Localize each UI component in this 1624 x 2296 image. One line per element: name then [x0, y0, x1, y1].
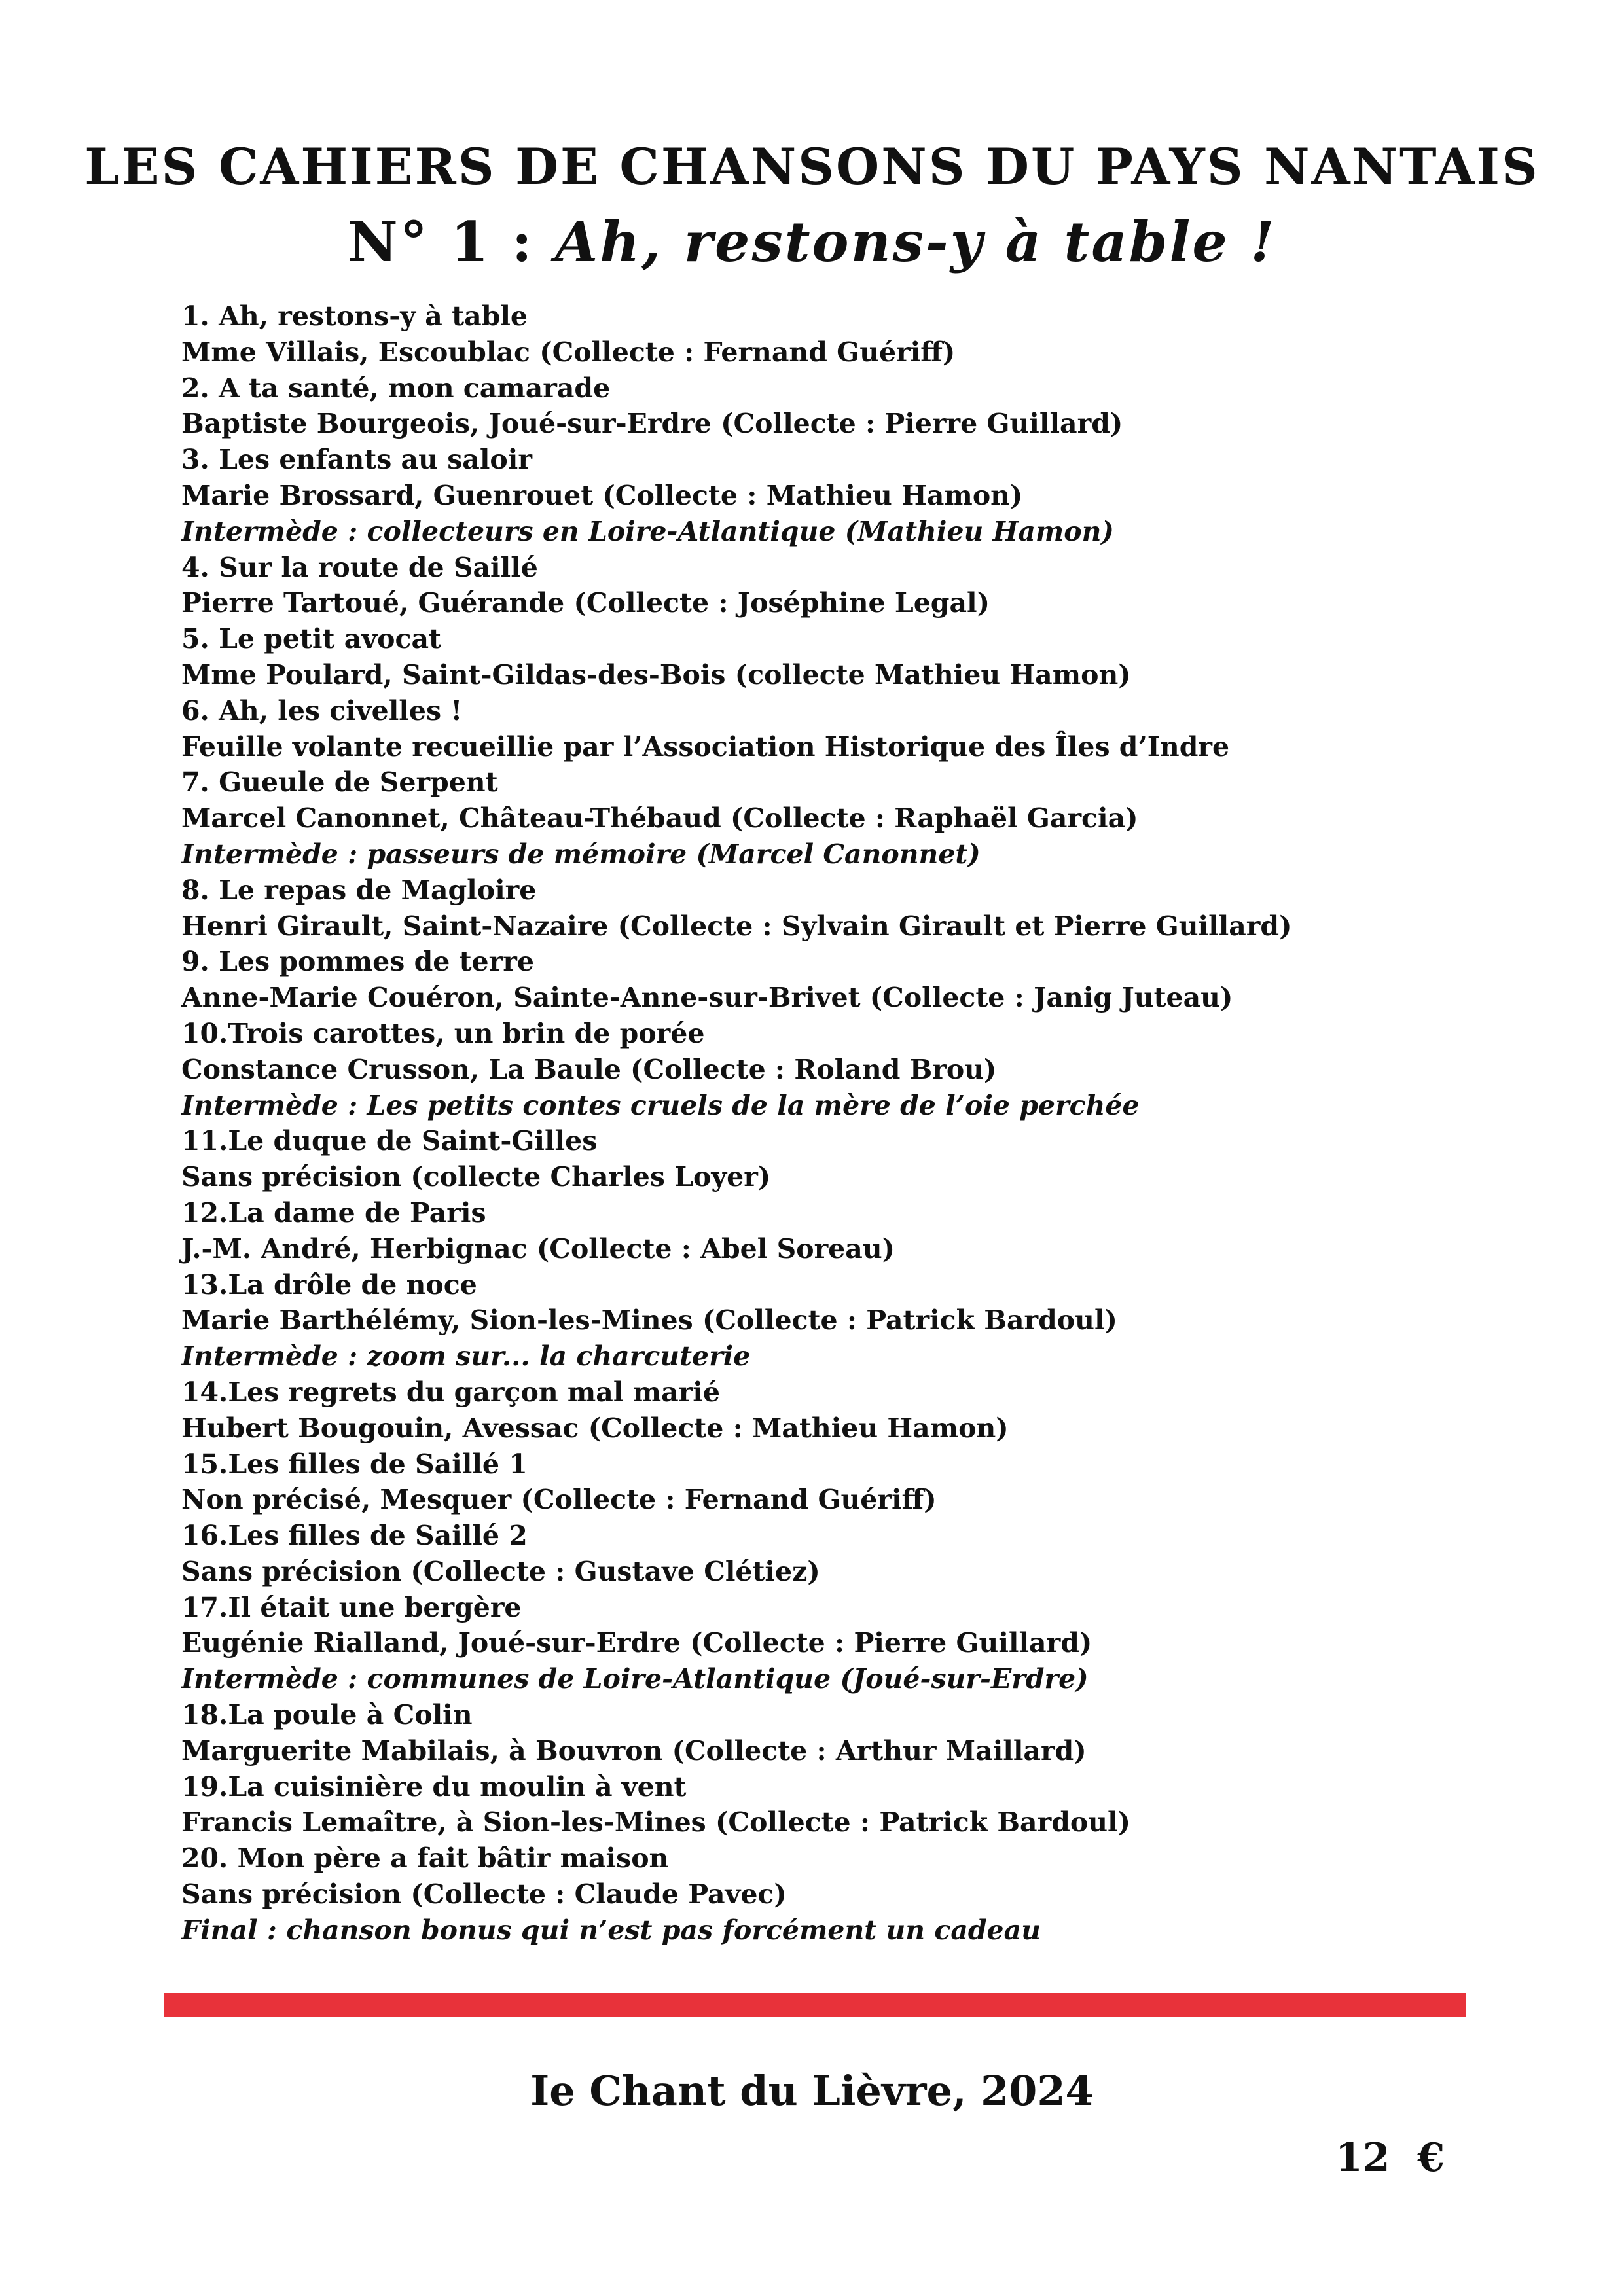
interlude-line: Intermède : communes de Loire-Atlantique (Joué-sur-Erdre) — [181, 1663, 1089, 1695]
toc-line: 17.Il était une bergère — [181, 1591, 522, 1623]
toc-line: Francis Lemaître, à Sion-les-Mines (Collecte : Patrick Bardoul) — [181, 1806, 1130, 1839]
issue-title — [0, 209, 1624, 274]
toc-line: 12.La dame de Paris — [181, 1196, 486, 1229]
toc-line: Pierre Tartoué, Guérande (Collecte : Joséphine Legal) — [181, 587, 990, 619]
toc-line: Eugénie Rialland, Joué-sur-Erdre (Collecte : Pierre Guillard) — [181, 1627, 1092, 1659]
toc-line: 8. Le repas de Magloire — [181, 874, 537, 906]
toc-line: 20. Mon père a fait bâtir maison — [181, 1842, 669, 1874]
toc-line: Marguerite Mabilais, à Bouvron (Collecte : Arthur Maillard) — [181, 1734, 1087, 1767]
toc-line: 7. Gueule de Serpent — [181, 766, 498, 798]
toc-line: Marcel Canonnet, Château-Thébaud (Collecte : Raphaël Garcia) — [181, 802, 1138, 834]
toc-line: 10.Trois carottes, un brin de porée — [181, 1017, 705, 1049]
interlude-line: Intermède : zoom sur... la charcuterie — [181, 1340, 751, 1372]
toc-line: 5. Le petit avocat — [181, 623, 441, 655]
publisher-line: Ie Chant du Lièvre, 2024 — [530, 2067, 1094, 2115]
toc-line: Mme Villais, Escoublac (Collecte : Fernand Guériff) — [181, 336, 956, 368]
toc-line: 14.Les regrets du garçon mal marié — [181, 1376, 720, 1408]
issue-title-text: Ah, restons-y à table ! — [555, 209, 1276, 274]
toc-line: Sans précision (Collecte : Claude Pavec) — [181, 1878, 787, 1910]
toc-line: 18.La poule à Colin — [181, 1699, 473, 1731]
toc-line: 13.La drôle de noce — [181, 1268, 477, 1300]
toc-line: Sans précision (Collecte : Gustave Clétiez) — [181, 1555, 820, 1587]
toc-line: 2. A ta santé, mon camarade — [181, 372, 611, 404]
toc-line: 15.Les filles de Saillé 1 — [181, 1448, 528, 1480]
toc-line: Mme Poulard, Saint-Gildas-des-Bois (collecte Mathieu Hamon) — [181, 658, 1131, 691]
toc-line: 3. Les enfants au saloir — [181, 444, 532, 476]
toc-line: Hubert Bougouin, Avessac (Collecte : Mathieu Hamon) — [181, 1412, 1009, 1444]
series-title: LES CAHIERS DE CHANSONS DU PAYS NANTAIS — [84, 137, 1540, 196]
toc-line: 9. Les pommes de terre — [181, 946, 534, 978]
interlude-line: Intermède : passeurs de mémoire (Marcel Canonnet) — [181, 838, 981, 870]
toc-line: Anne-Marie Couéron, Sainte-Anne-sur-Brivet (Collecte : Janig Juteau) — [181, 982, 1233, 1014]
toc-line: 6. Ah, les civelles ! — [181, 694, 463, 726]
price: 12 € — [1335, 2135, 1445, 2181]
toc-line: 11.Le duque de Saint-Gilles — [181, 1125, 598, 1157]
red-divider — [164, 1993, 1466, 2017]
toc-line: 1. Ah, restons-y à table — [181, 300, 528, 332]
toc-line: 16.Les filles de Saillé 2 — [181, 1520, 528, 1552]
table-of-contents — [181, 298, 1477, 1948]
toc-line: Henri Girault, Saint-Nazaire (Collecte : Sylvain Girault et Pierre Guillard) — [181, 910, 1292, 942]
toc-line: Marie Brossard, Guenrouet (Collecte : Mathieu Hamon) — [181, 479, 1023, 511]
interlude-line: Final : chanson bonus qui n’est pas forcément un cadeau — [181, 1914, 1041, 1946]
toc-line: 4. Sur la route de Saillé — [181, 551, 538, 583]
issue-number: N° 1 : — [348, 209, 556, 274]
toc-line: Feuille volante recueillie par l’Association Historique des Îles d’Indre — [181, 730, 1230, 762]
toc-line: Non précisé, Mesquer (Collecte : Fernand Guériff) — [181, 1484, 937, 1516]
toc-line: Marie Barthélémy, Sion-les-Mines (Collecte : Patrick Bardoul) — [181, 1304, 1117, 1336]
toc-line: Constance Crusson, La Baule (Collecte : Roland Brou) — [181, 1053, 997, 1085]
interlude-line: Intermède : collecteurs en Loire-Atlantique (Mathieu Hamon) — [181, 515, 1114, 547]
toc-line: Baptiste Bourgeois, Joué-sur-Erdre (Collecte : Pierre Guillard) — [181, 408, 1123, 440]
toc-line: 19.La cuisinière du moulin à vent — [181, 1770, 687, 1803]
toc-line: J.-M. André, Herbignac (Collecte : Abel Soreau) — [181, 1232, 895, 1265]
interlude-line: Intermède : Les petits contes cruels de la mère de l’oie perchée — [181, 1089, 1140, 1121]
toc-line: Sans précision (collecte Charles Loyer) — [181, 1161, 771, 1193]
